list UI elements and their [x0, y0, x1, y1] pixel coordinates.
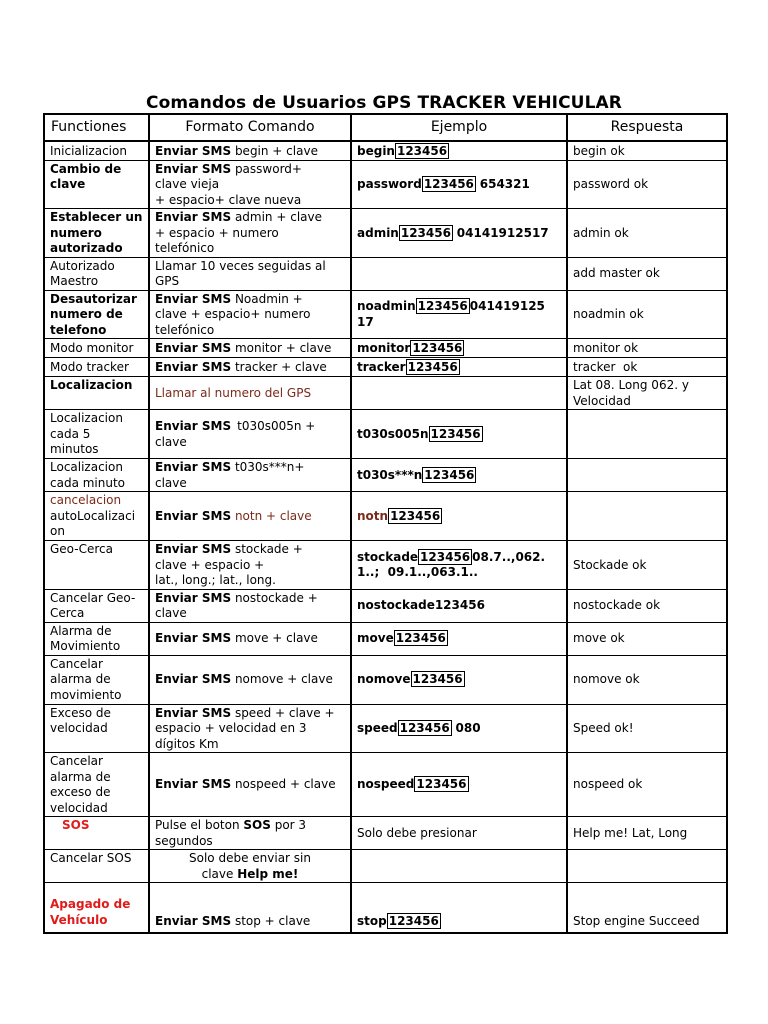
example-cell [351, 541, 567, 590]
example-key: 123456 [416, 777, 467, 792]
function-line: Exceso de [50, 705, 111, 720]
format-line: GPS [155, 274, 180, 288]
function-sos: SOS [62, 818, 90, 832]
header-response: Respuesta [567, 114, 727, 141]
function-line: Autorizado [50, 258, 115, 273]
format-cell [149, 704, 351, 753]
response-cell [567, 410, 727, 459]
response-cell [567, 377, 727, 410]
format-cell [149, 257, 351, 290]
format-cmd: Enviar SMS [155, 340, 232, 355]
format-line: clave + espacio + [155, 557, 265, 572]
function-cell [44, 410, 149, 459]
example-key: 123456 [424, 467, 475, 482]
function-cell [44, 704, 149, 753]
function-cell [44, 622, 149, 655]
format-pre: Pulse el boton [155, 818, 240, 832]
function-cell: Cancelar SOS [44, 850, 149, 883]
example-cell [351, 257, 567, 290]
format-cmd: Enviar SMS [155, 672, 232, 687]
format-args: nomove + clave [234, 672, 333, 687]
example-extra: 17 [357, 314, 374, 329]
example-extra: 08.7..,062. [472, 549, 546, 564]
function-line: Localizacion [50, 460, 123, 474]
function-line: cancelacion [50, 493, 122, 507]
format-line: Noadmin + [234, 291, 303, 306]
function-line: movimiento [50, 687, 122, 702]
function-line: exceso de [50, 785, 111, 799]
format-line: t030s***n+ [234, 460, 305, 474]
format-line: clave + espacio+ numero [155, 307, 311, 321]
example-cmd: nospeed [357, 777, 415, 792]
example-key: 123456 [399, 721, 450, 735]
function-cell [44, 589, 149, 622]
format-line: Solo debe enviar sin [189, 851, 311, 865]
response-cell: nomove ok [567, 655, 727, 704]
response-cell: nospeed ok [567, 753, 727, 817]
function-line: Localizacion [50, 411, 123, 425]
example-extra: 04141912517 [456, 225, 549, 240]
example-extra: 080 [455, 721, 481, 735]
format-args: begin + clave [234, 143, 318, 158]
format-cmd: Enviar SMS [155, 590, 232, 605]
function-cell: Localizacion [44, 377, 149, 410]
format-cell [149, 339, 351, 358]
response-cell [567, 850, 727, 883]
response-cell: nostockade ok [567, 589, 727, 622]
example-key: 123456 [395, 631, 446, 646]
response-cell: begin ok [567, 141, 727, 160]
function-line: alarma de [50, 672, 111, 686]
format-line: t030s005n + [237, 419, 316, 433]
format-args: notn + clave [234, 508, 312, 523]
table-row [44, 358, 727, 377]
example-cmd: admin [357, 225, 399, 240]
format-line: clave vieja [155, 177, 220, 191]
format-cell [149, 410, 351, 459]
header-example: Ejemplo [351, 114, 567, 141]
format-cell [149, 589, 351, 622]
example-cell [351, 704, 567, 753]
function-line: autoLocalizaci [50, 508, 136, 523]
table-row [44, 377, 727, 410]
function-line: minutos [50, 442, 99, 456]
function-line: Vehículo [50, 912, 108, 927]
format-line: speed + clave + [234, 705, 335, 720]
format-post: por 3 [274, 818, 307, 832]
format-cell [149, 290, 351, 339]
format-cmd: Enviar SMS [155, 777, 232, 792]
format-args: nospeed + clave [234, 777, 336, 792]
example-cmd: password [357, 177, 422, 191]
format-cmd: Enviar SMS [155, 508, 232, 523]
example-key: 123456 [388, 914, 439, 928]
format-line: segundos [155, 833, 213, 848]
format-pre: clave [201, 866, 234, 881]
example-cmd: move [357, 631, 394, 646]
format-cell [149, 541, 351, 590]
table-row [44, 883, 727, 933]
format-line: lat., long.; lat., long. [155, 573, 276, 587]
commands-table [43, 113, 728, 934]
example-extra: 1..; 09.1..,063.1.. [357, 565, 478, 580]
function-cell [44, 883, 149, 933]
format-line: clave [155, 475, 187, 490]
example-cmd: t030s005n [357, 426, 429, 441]
example-cell [351, 850, 567, 883]
table-row [44, 655, 727, 704]
example-cmd: tracker [357, 359, 406, 374]
response-cell: Stockade ok [567, 541, 727, 590]
response-cell [567, 459, 727, 492]
format-line: stockade + [234, 542, 303, 556]
example-key: 123456 [420, 549, 471, 564]
format-bold: Help me! [237, 866, 299, 881]
format-cmd: Enviar SMS [155, 914, 232, 928]
example-cell [351, 358, 567, 377]
format-cell: Llamar al numero del GPS [149, 377, 351, 410]
format-cell [149, 655, 351, 704]
format-cmd: Enviar SMS [155, 161, 232, 176]
response-cell: Speed ok! [567, 704, 727, 753]
function-line: on [50, 524, 65, 538]
response-cell [567, 492, 727, 541]
table-row [44, 622, 727, 655]
example-cmd: nomove [357, 672, 411, 687]
example-cell [351, 290, 567, 339]
format-line: clave [155, 606, 187, 620]
response-cell: Stop engine Succeed [567, 883, 727, 933]
header-functions: Functiones [44, 114, 149, 141]
response-cell: password ok [567, 160, 727, 209]
table-row [44, 704, 727, 753]
example-cell [351, 655, 567, 704]
format-cell [149, 850, 351, 883]
response-cell: tracker ok [567, 358, 727, 377]
example-cell [351, 753, 567, 817]
response-cell: Help me! Lat, Long [567, 817, 727, 850]
format-line: clave [155, 434, 187, 449]
format-cell [149, 753, 351, 817]
format-cmd: Enviar SMS [155, 631, 232, 646]
format-line: + espacio+ clave nueva [155, 192, 302, 207]
format-cell [149, 141, 351, 160]
example-cell [351, 883, 567, 933]
example-key: 123456 [412, 340, 463, 355]
function-cell [44, 492, 149, 541]
format-cmd: Enviar SMS [155, 291, 232, 306]
example-key: 123456 [396, 143, 448, 158]
example-cmd: noadmin [357, 299, 416, 314]
format-cell [149, 209, 351, 258]
function-cell [44, 459, 149, 492]
format-cell [149, 817, 351, 850]
example-cell: nostockade123456 [351, 589, 567, 622]
function-cell [44, 817, 149, 850]
example-key: 123456 [400, 225, 451, 240]
format-cmd: Enviar SMS [155, 359, 232, 374]
format-args: monitor + clave [234, 340, 332, 355]
format-cell [149, 160, 351, 209]
response-cell: admin ok [567, 209, 727, 258]
function-line: cada 5 [50, 426, 91, 441]
example-cell [351, 339, 567, 358]
function-cell: Geo-Cerca [44, 541, 149, 590]
format-args: tracker + clave [234, 359, 327, 374]
format-cell [149, 492, 351, 541]
example-cmd: notn [357, 508, 389, 523]
table-row [44, 492, 727, 541]
header-format: Formato Comando [149, 114, 351, 141]
example-key: 123456 [430, 426, 481, 441]
function-line: Cancelar Geo- [50, 590, 136, 605]
example-cmd: stop [357, 914, 387, 928]
function-line: Apagado de [50, 897, 131, 911]
function-cell: Modo tracker [44, 358, 149, 377]
format-line: nostockade + [234, 590, 318, 605]
table-row [44, 753, 727, 817]
table-row [44, 209, 727, 258]
example-extra: 041419125 [469, 299, 545, 314]
function-line: Movimiento [50, 639, 121, 653]
example-key: 123456 [417, 299, 468, 314]
function-cell: Inicializacion [44, 141, 149, 160]
format-cell [149, 459, 351, 492]
response-cell: add master ok [567, 257, 727, 290]
format-cmd: Enviar SMS [155, 419, 232, 433]
table-row [44, 339, 727, 358]
function-line: velocidad [50, 721, 108, 735]
format-cell [149, 358, 351, 377]
example-key: 123456 [423, 177, 474, 191]
table-row [44, 141, 727, 160]
format-cmd: Enviar SMS [155, 705, 232, 720]
example-cell [351, 141, 567, 160]
example-cell: Solo debe presionar [351, 817, 567, 850]
table-row [44, 410, 727, 459]
format-line: telefónico [155, 322, 215, 337]
function-cell: Desautorizar numero de telefono [44, 290, 149, 339]
example-cmd: monitor [357, 340, 411, 355]
response-cell: noadmin ok [567, 290, 727, 339]
format-args: stop + clave [234, 914, 311, 928]
function-line: Maestro [50, 274, 99, 288]
table-row [44, 817, 727, 850]
format-line: espacio + velocidad en 3 [155, 721, 307, 735]
function-line: Alarma de [50, 623, 112, 638]
function-line: Cancelar [50, 754, 103, 768]
function-line: Cerca [50, 606, 85, 620]
example-cell [351, 209, 567, 258]
example-cmd: begin [357, 143, 395, 158]
table-row [44, 257, 727, 290]
example-cmd: speed [357, 721, 398, 735]
table-row [44, 589, 727, 622]
example-cmd: t030s***n [357, 467, 423, 482]
response-line: Velocidad [573, 393, 631, 408]
format-cmd: Enviar SMS [155, 542, 232, 556]
format-cmd: Enviar SMS [155, 460, 232, 474]
response-cell: move ok [567, 622, 727, 655]
format-cell [149, 883, 351, 933]
function-line: Cancelar [50, 656, 103, 671]
function-cell: Establecer un numero autorizado [44, 209, 149, 258]
page-title: Comandos de Usuarios GPS TRACKER VEHICULAR [146, 93, 622, 113]
format-cmd: Enviar SMS [155, 210, 232, 224]
function-line: velocidad [50, 800, 108, 815]
format-args: move + clave [234, 631, 318, 646]
example-extra: 654321 [479, 177, 530, 191]
table-row [44, 160, 727, 209]
format-line: Llamar 10 veces seguidas al [155, 258, 326, 273]
format-line: + espacio + numero [155, 225, 279, 240]
response-cell: monitor ok [567, 339, 727, 358]
example-key: 123456 [390, 508, 441, 523]
table-row [44, 541, 727, 590]
example-cell [351, 410, 567, 459]
function-line: cada minuto [50, 475, 126, 490]
example-cell [351, 622, 567, 655]
example-cell [351, 160, 567, 209]
format-line: password+ [234, 161, 302, 176]
format-cell [149, 622, 351, 655]
format-line: telefónico [155, 241, 215, 255]
format-line: dígitos Km [155, 736, 219, 751]
header-row [44, 114, 727, 141]
function-line: alarma de [50, 769, 111, 784]
table-row [44, 459, 727, 492]
function-cell: Modo monitor [44, 339, 149, 358]
example-cell [351, 377, 567, 410]
table-row [44, 290, 727, 339]
example-cell [351, 459, 567, 492]
response-line: Lat 08. Long 062. y [573, 378, 689, 392]
function-cell [44, 753, 149, 817]
example-key: 123456 [412, 672, 463, 687]
format-bold: SOS [243, 818, 271, 832]
example-cmd: stockade [357, 549, 419, 564]
function-cell: Cambio de clave [44, 160, 149, 209]
function-cell [44, 655, 149, 704]
example-cell [351, 492, 567, 541]
example-key: 123456 [407, 359, 458, 374]
function-cell [44, 257, 149, 290]
format-cmd: Enviar SMS [155, 143, 232, 158]
table-row [44, 850, 727, 883]
format-line: admin + clave [234, 210, 322, 224]
